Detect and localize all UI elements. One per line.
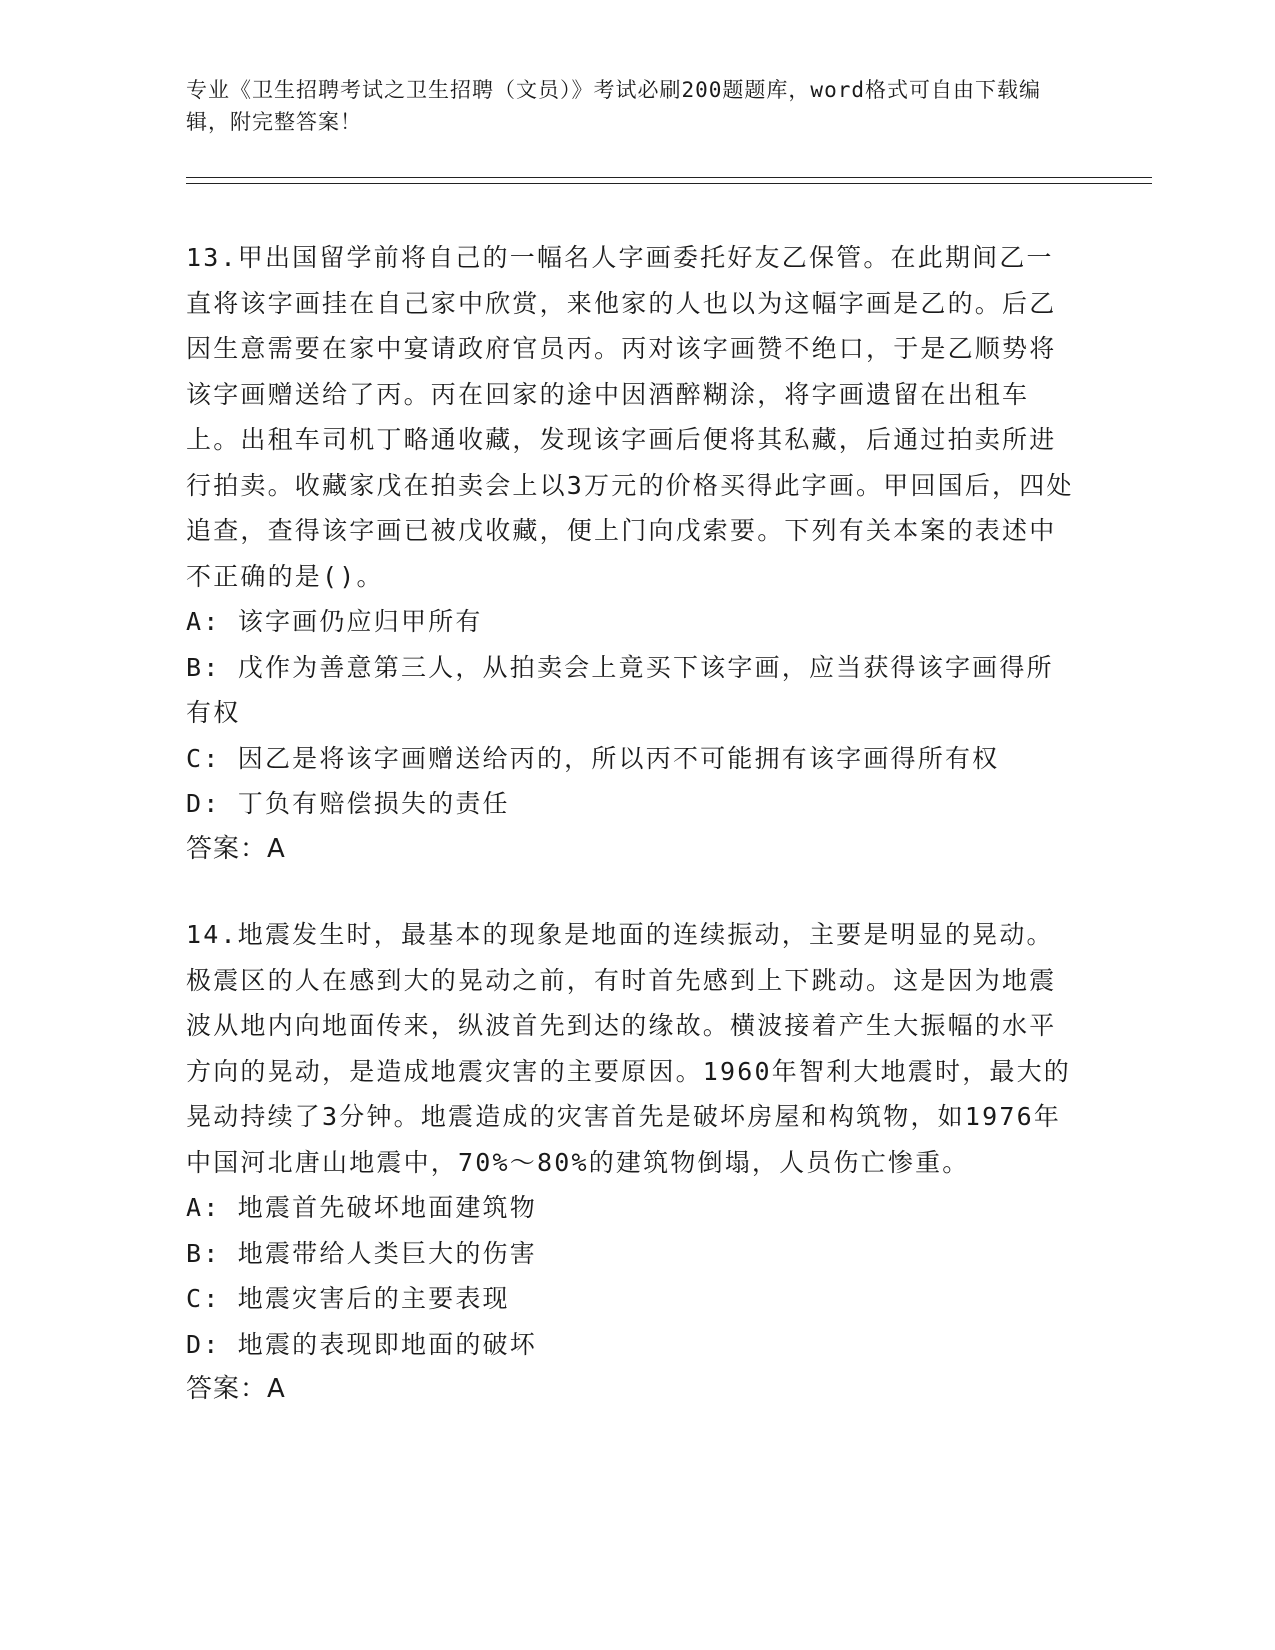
header-divider-bottom [186, 183, 1152, 184]
option-a: A: 该字画仍应归甲所有 [186, 607, 483, 636]
question-13 [186, 235, 1076, 872]
header-divider-top [186, 177, 1152, 178]
question-14 [186, 912, 1076, 1413]
question-stem: 14.地震发生时，最基本的现象是地面的连续振动，主要是明显的晃动。极震区的人在感到大的晃动之前，有时首先感到上下跳动。这是因为地震波从地内向地面传来，纵波首先到达的缘故。横波接着产生大振幅的水平方向的晃动，是造成地震灾害的主要原因。1960年智利大地震时，最大的晃动持续了3分钟。地震造成的灾害首先是破坏房屋和构筑物，如1976年中国河北唐山地震中，70%～80%的建筑物倒塌，人员伤亡惨重。 [186, 920, 1072, 1177]
option-b: B: 戊作为善意第三人，从拍卖会上竟买下该字画，应当获得该字画得所有权 [186, 652, 1054, 727]
answer: 答案：A [186, 1374, 286, 1404]
answer: 答案：A [186, 833, 286, 864]
option-d: D: 地震的表现即地面的破坏 [186, 1329, 537, 1359]
document-header: 专业《卫生招聘考试之卫生招聘（文员）》考试必刷200题题库，word格式可自由下载编辑，附完整答案！ [186, 78, 1041, 134]
option-d: D: 丁负有赔偿损失的责任 [186, 789, 510, 818]
option-c: C: 因乙是将该字画赠送给丙的，所以丙不可能拥有该字画得所有权 [186, 743, 1000, 773]
option-c: C: 地震灾害后的主要表现 [186, 1284, 510, 1313]
question-stem: 13.甲出国留学前将自己的一幅名人字画委托好友乙保管。在此期间乙一直将该字画挂在自己家中欣赏，来他家的人也以为这幅字画是乙的。后乙因生意需要在家中宴请政府官员丙。丙对该字画赞不绝口，于是乙顺势将该字画赠送给了丙。丙在回家的途中因酒醉糊涂，将字画遗留在出租车上。出租车司机丁略通收藏，发现该字画后便将其私藏，后通过拍卖所进行拍卖。收藏家戊在拍卖会上以3万元的价格买得此字画。甲回国后，四处追查，查得该字画已被戊收藏，便上门向戊索要。下列有关本案的表述中不正确的是()。 [186, 243, 1074, 591]
option-a: A: 地震首先破坏地面建筑物 [186, 1193, 537, 1222]
option-b: B: 地震带给人类巨大的伤害 [186, 1238, 537, 1268]
